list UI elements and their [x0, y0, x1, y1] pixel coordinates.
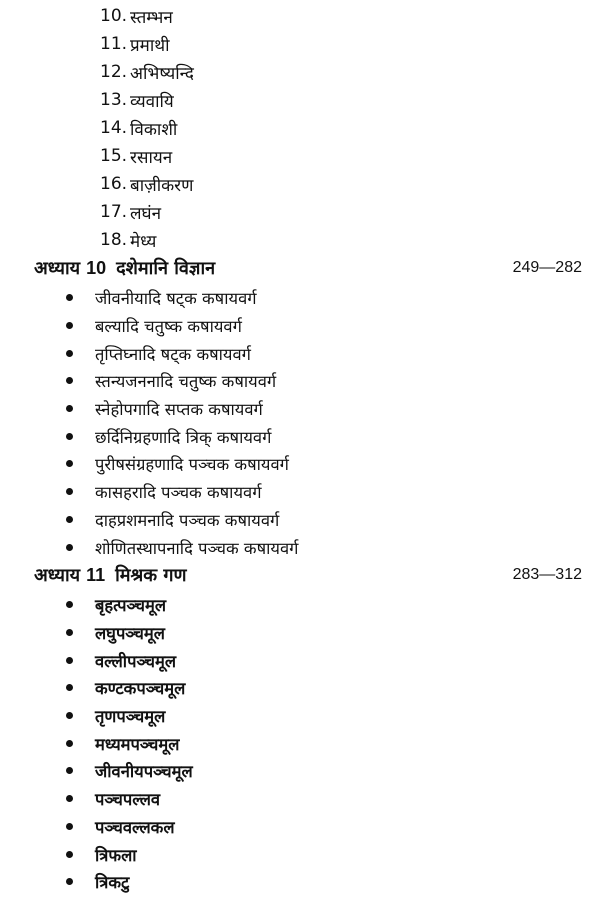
- list-item: [100, 30, 194, 58]
- list-item: [100, 58, 194, 86]
- item-text: बृहत्पञ्चमूल: [95, 596, 167, 616]
- bullet-icon: [66, 823, 73, 830]
- item-text: छर्दिनिग्रहणादि त्रिक् कषायवर्ग: [95, 427, 272, 447]
- list-item: [66, 757, 193, 785]
- item-text: कासहरादि पञ्चक कषायवर्ग: [95, 483, 262, 503]
- list-item: [100, 198, 194, 226]
- bullet-icon: [66, 377, 73, 384]
- list-item: [66, 646, 193, 674]
- item-text: तृप्तिघ्नादि षट्क कषायवर्ग: [95, 344, 251, 364]
- bullet-icon: [66, 405, 73, 412]
- item-text: जीवनीयपञ्चमूल: [95, 762, 193, 782]
- item-text: विकाशी: [130, 119, 178, 140]
- item-text: लघंन: [130, 203, 162, 224]
- list-item: [66, 506, 298, 534]
- list-item: [66, 785, 193, 813]
- item-number: 18.: [100, 230, 128, 250]
- item-text: त्रिकटु: [95, 873, 130, 893]
- item-text: व्यवायि: [130, 91, 174, 112]
- list-item: [66, 450, 298, 478]
- item-text: मध्यमपञ्चमूल: [95, 734, 180, 754]
- list-item: [100, 170, 194, 198]
- list-item: [66, 367, 298, 395]
- item-text: शोणितस्थापनादि पञ्चक कषायवर्ग: [95, 538, 299, 558]
- list-item: [66, 422, 298, 450]
- bullet-icon: [66, 322, 73, 329]
- item-number: 16.: [100, 174, 128, 194]
- item-text: बल्यादि चतुष्क कषायवर्ग: [95, 317, 242, 337]
- list-item: [100, 226, 194, 254]
- list-item: [66, 395, 298, 423]
- item-text: दाहप्रशमनादि पञ्चक कषायवर्ग: [95, 510, 280, 530]
- item-text: तृणपञ्चमूल: [95, 707, 166, 727]
- bullet-icon: [66, 460, 73, 467]
- item-text: जीवनीयादि षट्क कषायवर्ग: [95, 289, 257, 309]
- page-range: 283—312: [512, 566, 582, 583]
- list-item: [100, 86, 194, 114]
- item-text: रसायन: [130, 147, 173, 168]
- list-item: [66, 312, 298, 340]
- bullet-icon: [66, 740, 73, 747]
- chapter-number: 11: [86, 564, 106, 585]
- item-text: लघुपञ्चमूल: [95, 624, 165, 644]
- list-item: [100, 114, 194, 142]
- bullet-icon: [66, 350, 73, 357]
- numbered-list: [100, 2, 194, 254]
- list-item: [66, 284, 298, 312]
- bullet-icon: [66, 851, 73, 858]
- chapter-title: मिश्रक गण: [115, 565, 187, 586]
- list-item: [66, 619, 193, 647]
- item-text: त्रिफला: [95, 845, 137, 865]
- bullet-icon: [66, 488, 73, 495]
- item-text: पञ्चपल्लव: [95, 790, 161, 810]
- list-item: [66, 702, 193, 730]
- chapter-title: दशेमानि विज्ञान: [116, 258, 216, 279]
- list-item: [100, 142, 194, 170]
- item-text: पञ्चवल्लकल: [95, 817, 175, 837]
- bullet-icon: [66, 601, 73, 608]
- chapter-11-list: [66, 591, 193, 896]
- bullet-icon: [66, 767, 73, 774]
- list-item: [66, 533, 298, 561]
- chapter-label: अध्याय: [34, 258, 81, 279]
- item-text: स्तन्यजननादि चतुष्क कषायवर्ग: [95, 372, 277, 392]
- list-item: [100, 2, 194, 30]
- chapter-11-heading: [34, 562, 582, 588]
- item-text: बाज़ीकरण: [130, 175, 194, 196]
- bullet-icon: [66, 684, 73, 691]
- item-text: स्नेहोपगादि सप्तक कषायवर्ग: [95, 400, 263, 420]
- bullet-icon: [66, 516, 73, 523]
- bullet-icon: [66, 544, 73, 551]
- list-item: [66, 478, 298, 506]
- item-number: 11.: [100, 34, 128, 54]
- item-text: अभिष्यन्दि: [130, 63, 194, 84]
- item-number: 17.: [100, 202, 128, 222]
- bullet-icon: [66, 878, 73, 885]
- item-text: मेध्य: [130, 231, 157, 252]
- item-number: 15.: [100, 146, 128, 166]
- page-range: 249—282: [512, 259, 582, 276]
- bullet-icon: [66, 433, 73, 440]
- item-number: 14.: [100, 118, 128, 138]
- list-item: [66, 840, 193, 868]
- list-item: [66, 813, 193, 841]
- bullet-icon: [66, 657, 73, 664]
- bullet-icon: [66, 629, 73, 636]
- list-item: [66, 868, 193, 896]
- list-item: [66, 674, 193, 702]
- list-item: [66, 591, 193, 619]
- item-number: 10.: [100, 6, 128, 26]
- item-text: प्रमाथी: [130, 35, 170, 56]
- chapter-10-list: [66, 284, 298, 561]
- bullet-icon: [66, 294, 73, 301]
- bullet-icon: [66, 795, 73, 802]
- chapter-number: 10: [86, 257, 107, 278]
- list-item: [66, 339, 298, 367]
- chapter-label: अध्याय: [34, 565, 81, 586]
- bullet-icon: [66, 712, 73, 719]
- item-text: स्तम्भन: [130, 7, 173, 28]
- item-text: वल्लीपञ्चमूल: [95, 651, 177, 671]
- item-text: कण्टकपञ्चमूल: [95, 679, 186, 699]
- list-item: [66, 729, 193, 757]
- item-number: 12.: [100, 62, 128, 82]
- item-text: पुरीषसंग्रहणादि पञ्चक कषायवर्ग: [95, 455, 289, 475]
- chapter-10-heading: [34, 255, 582, 281]
- item-number: 13.: [100, 90, 128, 110]
